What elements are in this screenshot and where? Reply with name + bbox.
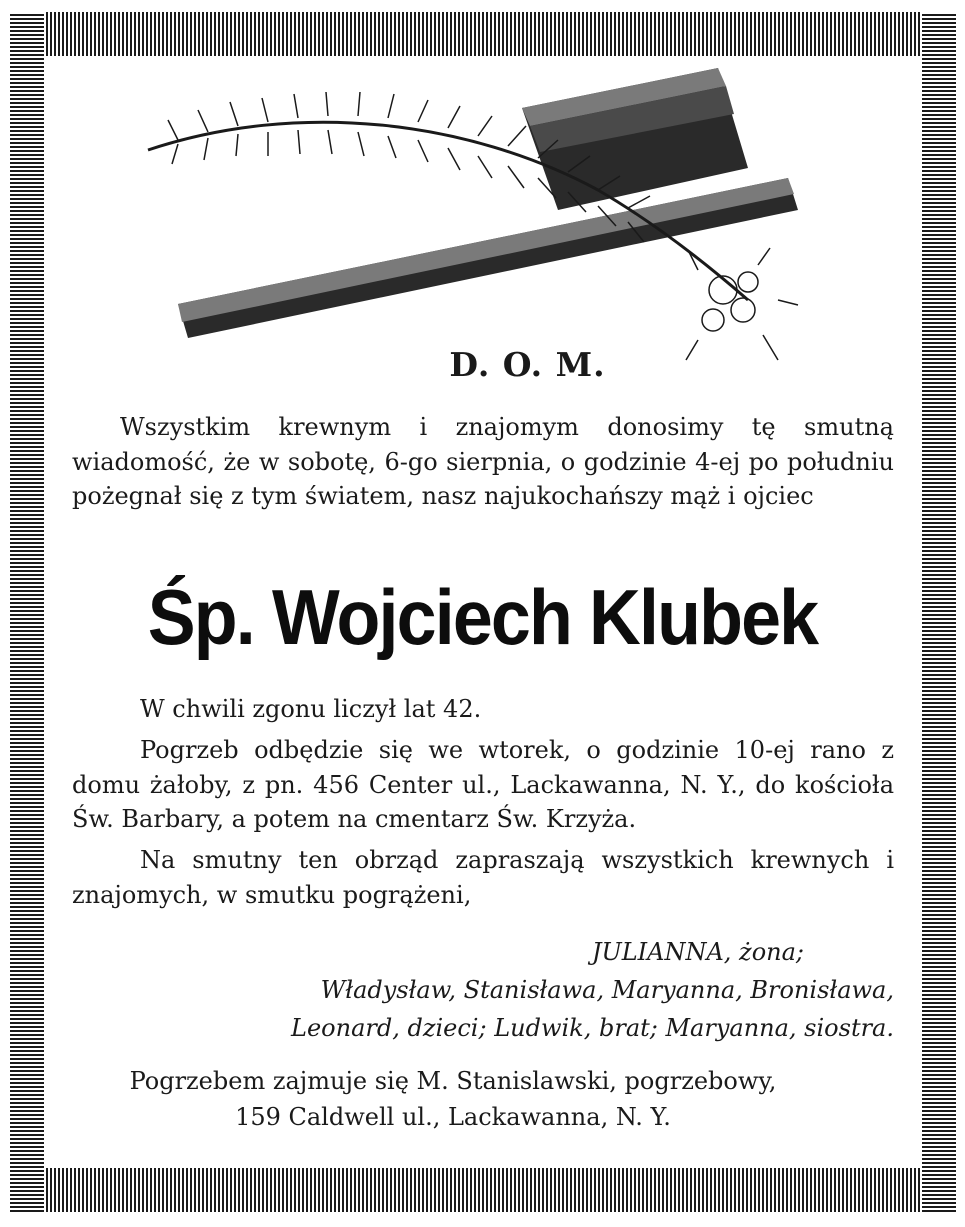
signatory-children: Władysław, Stanisława, Maryanna, Bronisława, [320, 976, 894, 1004]
cross-icon [178, 68, 798, 338]
border-right [922, 12, 956, 1212]
deceased-name: Śp. Wojciech Klubek [147, 573, 818, 661]
invitation-paragraph: Na smutny ten obrząd zapraszają wszystkich krewnych i znajomych, w smutku pogrążeni, [72, 846, 894, 909]
undertaker-address: 159 Caldwell ul., Lackawanna, N. Y. [235, 1103, 671, 1131]
border-top [10, 12, 956, 56]
undertaker-info [72, 1063, 894, 1135]
funeral-details: Pogrzeb odbędzie się we wtorek, o godzinie 10-ej rano z domu żałoby, z pn. 456 Center ul., Lackawanna, N. Y., do kościoła Św. Barbary, a potem na cmentarz Św. Krzyża. [72, 736, 894, 833]
flower-cluster-icon [686, 248, 798, 360]
undertaker-name: Pogrzebem zajmuje się M. Stanislawski, pogrzebowy, [129, 1067, 777, 1095]
signatories [72, 933, 894, 1047]
heading-dom: D. O. M. [449, 345, 606, 384]
age-line: W chwili zgonu liczył lat 42. [140, 695, 482, 723]
signatory-relatives: Leonard, dzieci; Ludwik, brat; Maryanna, siostra. [291, 1014, 894, 1042]
border-bottom [10, 1168, 956, 1212]
intro-paragraph: Wszystkim krewnym i znajomym donosimy tę smutną wiadomość, że w sobotę, 6-go sierpnia, o godzinie 4-ej po południu pożegnał się z tym światem, nasz najukochańszy mąż i ojciec [72, 413, 894, 510]
cross-and-palm-illustration [138, 60, 838, 390]
signatory-wife: JULIANNA, żona; [591, 938, 804, 966]
